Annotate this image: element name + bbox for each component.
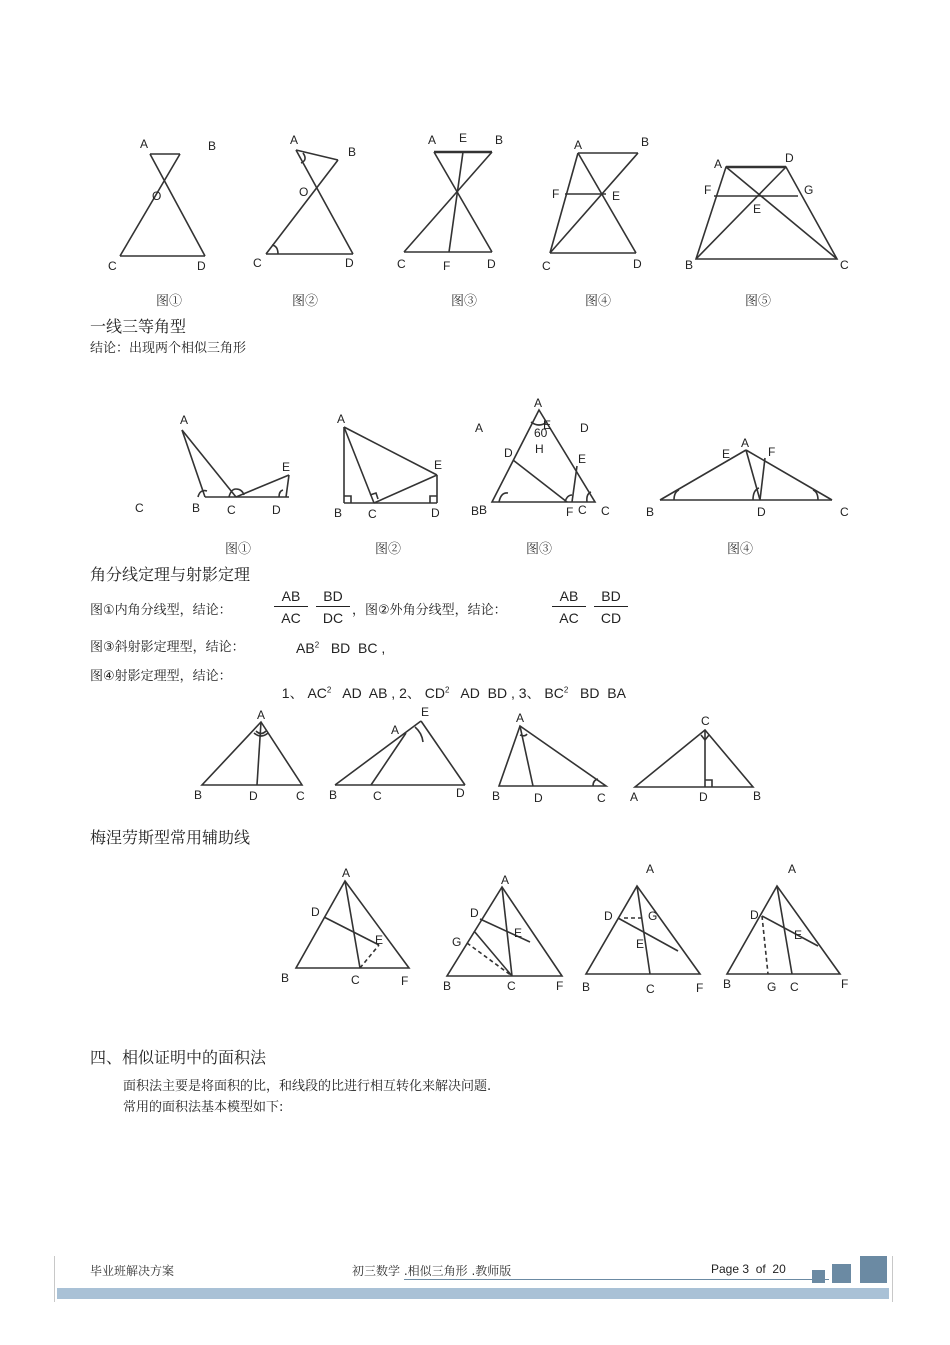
row1-caption-5: 图⑤ xyxy=(745,294,772,309)
label: A xyxy=(428,133,437,147)
footer-left-rule xyxy=(54,1256,55,1302)
label: E xyxy=(459,131,468,145)
label: B xyxy=(194,788,203,802)
item-lead: 1、 xyxy=(281,685,304,701)
s2-frac-1 xyxy=(274,588,308,626)
row1-caption-1: 图① xyxy=(156,294,183,309)
label: E xyxy=(753,202,762,216)
label: D xyxy=(272,503,281,517)
item-rest: BD BA xyxy=(580,685,626,701)
s2-frac-4 xyxy=(594,588,628,626)
label: D xyxy=(757,505,766,519)
label: G xyxy=(452,935,462,949)
label: B xyxy=(281,971,290,985)
label: C xyxy=(507,979,516,993)
item-base: AC xyxy=(307,685,327,701)
label: B xyxy=(443,979,452,993)
label: E xyxy=(421,705,430,719)
s3-figure-1 xyxy=(275,860,425,990)
label: C xyxy=(701,714,710,728)
frac-num: BD xyxy=(594,588,628,607)
item-lead: 2、 xyxy=(399,685,421,701)
label: F xyxy=(401,974,409,988)
label: C xyxy=(373,789,382,803)
label: F xyxy=(566,505,574,519)
label: A xyxy=(574,138,583,152)
label: E xyxy=(514,926,523,940)
row1-figure-2 xyxy=(248,130,378,280)
s2-frac-2 xyxy=(316,588,350,626)
label: F xyxy=(556,979,564,993)
s2-line2-prefix: 图③斜射影定理型，结论： xyxy=(90,640,245,655)
section4-title: 四、相似证明中的面积法 xyxy=(90,1048,267,1067)
label: H xyxy=(535,442,544,456)
row1-figure-3 xyxy=(392,128,522,278)
s3-figure-2 xyxy=(440,870,575,995)
label: A xyxy=(290,133,299,147)
s2-line1-mid: ，图②外角分线型，结论： xyxy=(352,603,507,618)
label: C xyxy=(790,980,799,994)
s1-caption-2: 图② xyxy=(375,542,402,557)
item-base: CD xyxy=(424,685,446,701)
label: F xyxy=(841,977,849,991)
frac-den: AC xyxy=(559,610,579,626)
page-label: Page xyxy=(711,1262,740,1276)
label: A xyxy=(501,873,510,887)
section4-para2: 常用的面积法基本模型如下: xyxy=(123,1100,284,1115)
s2-figure-4 xyxy=(625,708,775,808)
label: D xyxy=(456,786,465,800)
frac-num: BD xyxy=(316,588,350,607)
label: D xyxy=(197,259,206,273)
item-base: BC xyxy=(544,685,564,701)
label: O xyxy=(299,185,309,199)
label: D xyxy=(249,789,258,803)
item-exp: 2 xyxy=(326,685,332,695)
label: C xyxy=(840,258,849,272)
section3-title: 梅涅劳斯型常用辅助线 xyxy=(90,828,251,847)
row1-figure-4 xyxy=(538,130,668,280)
label: E xyxy=(282,460,291,474)
page-of: of xyxy=(755,1262,766,1276)
label: E xyxy=(375,933,384,947)
label: E xyxy=(543,418,552,432)
s1-caption-1: 图① xyxy=(225,542,252,557)
s1-caption-4: 图④ xyxy=(727,542,754,557)
footer-left: 毕业班解决方案 xyxy=(90,1264,175,1278)
s3-figure-3 xyxy=(580,858,715,998)
footer-square-medium xyxy=(832,1264,851,1283)
label: A xyxy=(741,436,750,450)
label: A xyxy=(788,862,797,876)
item-rest: AD AB , xyxy=(342,685,396,701)
section1-conclusion: 结论：出现两个相似三角形 xyxy=(90,341,247,356)
frac-num: AB xyxy=(274,588,308,607)
label: D xyxy=(785,151,794,165)
label: A xyxy=(516,711,525,725)
label: A xyxy=(342,866,351,880)
s2-frac-3 xyxy=(552,588,586,626)
label: C xyxy=(597,791,606,805)
label: B xyxy=(208,139,217,153)
label: A xyxy=(337,412,346,426)
label: A xyxy=(140,137,149,151)
label: B xyxy=(348,145,357,159)
label: B xyxy=(334,506,343,520)
formula-base: AB xyxy=(296,640,315,656)
label: E xyxy=(636,937,645,951)
s3-figure-4 xyxy=(720,858,860,998)
label: D xyxy=(534,791,543,805)
label: F xyxy=(768,445,776,459)
label: B xyxy=(192,501,201,515)
label: C xyxy=(296,789,305,803)
label: D xyxy=(633,257,642,271)
item-rest: AD BD , xyxy=(460,685,515,701)
label: E xyxy=(434,458,443,472)
footer-center: 初三数学 .相似三角形 .教师版 xyxy=(352,1264,512,1278)
label: C xyxy=(601,504,610,518)
footer-page xyxy=(711,1262,786,1276)
label: A xyxy=(180,413,189,427)
label: D xyxy=(580,421,589,435)
s2-figure-1 xyxy=(190,705,315,805)
item-exp: 2 xyxy=(445,685,450,695)
section2-title: 角分线定理与射影定理 xyxy=(90,565,251,584)
label: G xyxy=(767,980,777,994)
label: B xyxy=(471,504,480,518)
label: D xyxy=(487,257,496,271)
page-current: 3 xyxy=(742,1262,750,1276)
label: D xyxy=(470,906,479,920)
s1-caption-3: 图③ xyxy=(526,542,553,557)
label: B xyxy=(495,133,504,147)
section4-para1: 面积法主要是将面积的比，和线段的比进行相互转化来解决问题. xyxy=(123,1079,492,1094)
footer-square-small xyxy=(812,1270,825,1283)
footer-square-large xyxy=(860,1256,887,1283)
label: D xyxy=(311,905,320,919)
item-lead: 3、 xyxy=(518,685,541,701)
s2-figure-3 xyxy=(485,705,615,805)
row1-figure-1 xyxy=(100,130,230,280)
label: F xyxy=(696,981,704,995)
label: F xyxy=(443,259,451,273)
label: B xyxy=(723,977,732,991)
label: D xyxy=(750,908,759,922)
label: A xyxy=(534,396,543,410)
label: G xyxy=(648,909,658,923)
label: A xyxy=(646,862,655,876)
frac-den: AC xyxy=(281,610,301,626)
s1-figure-4 xyxy=(640,430,860,525)
label: A xyxy=(714,157,723,171)
label: B xyxy=(641,135,650,149)
section1-title: 一线三等角型 xyxy=(90,317,187,336)
frac-den: CD xyxy=(600,610,622,626)
label: B xyxy=(582,980,591,994)
label: C xyxy=(542,259,551,273)
formula-exp: 2 xyxy=(314,640,320,650)
frac-num: AB xyxy=(552,588,586,607)
footer-bar xyxy=(57,1288,889,1299)
label: E xyxy=(612,189,621,203)
page-total: 20 xyxy=(772,1262,786,1276)
s1-figure-3 xyxy=(468,392,618,527)
footer-center-underline xyxy=(404,1279,829,1280)
s2-line3-prefix: 图④射影定理型，结论： xyxy=(90,669,232,684)
label: C xyxy=(351,973,360,987)
row1-figure-5 xyxy=(680,145,860,280)
label: A xyxy=(630,790,639,804)
formula-rest: BD BC , xyxy=(330,640,386,656)
label: F xyxy=(552,187,560,201)
row1-caption-2: 图② xyxy=(292,294,319,309)
s2-line2-formula xyxy=(296,640,385,656)
label: E xyxy=(578,452,587,466)
label: C xyxy=(646,982,655,996)
label: O xyxy=(152,189,162,203)
label: G xyxy=(804,183,814,197)
label: A xyxy=(475,421,484,435)
label: C xyxy=(135,501,144,515)
s2-line1-prefix: 图①内角分线型，结论： xyxy=(90,603,232,618)
label: C xyxy=(108,259,117,273)
label: D xyxy=(604,909,613,923)
label: E xyxy=(722,447,731,461)
label: B xyxy=(479,503,488,517)
label: B xyxy=(753,789,762,803)
label: C xyxy=(253,256,262,270)
label: D xyxy=(504,446,513,460)
label: B xyxy=(329,788,338,802)
fig3-angle: 60 xyxy=(534,426,548,440)
label: A xyxy=(257,708,266,722)
frac-den: DC xyxy=(322,610,344,626)
s1-figure-2 xyxy=(330,405,460,525)
s2-line3-formula xyxy=(274,667,626,703)
row1-caption-4: 图④ xyxy=(585,294,612,309)
label: C xyxy=(578,503,587,517)
row1-caption-3: 图③ xyxy=(451,294,478,309)
label: B xyxy=(492,789,501,803)
label: F xyxy=(704,183,712,197)
s2-figure-2 xyxy=(325,703,475,803)
label: B xyxy=(646,505,655,519)
footer-right-rule xyxy=(892,1256,893,1302)
label: C xyxy=(840,505,849,519)
label: C xyxy=(397,257,406,271)
label: B xyxy=(685,258,694,272)
label: D xyxy=(699,790,708,804)
label: D xyxy=(431,506,440,520)
label: A xyxy=(391,723,400,737)
label: E xyxy=(794,928,803,942)
s1-figure-1 xyxy=(130,405,300,525)
label: D xyxy=(345,256,354,270)
label: C xyxy=(227,503,236,517)
label: C xyxy=(368,507,377,521)
item-exp: 2 xyxy=(563,685,569,695)
